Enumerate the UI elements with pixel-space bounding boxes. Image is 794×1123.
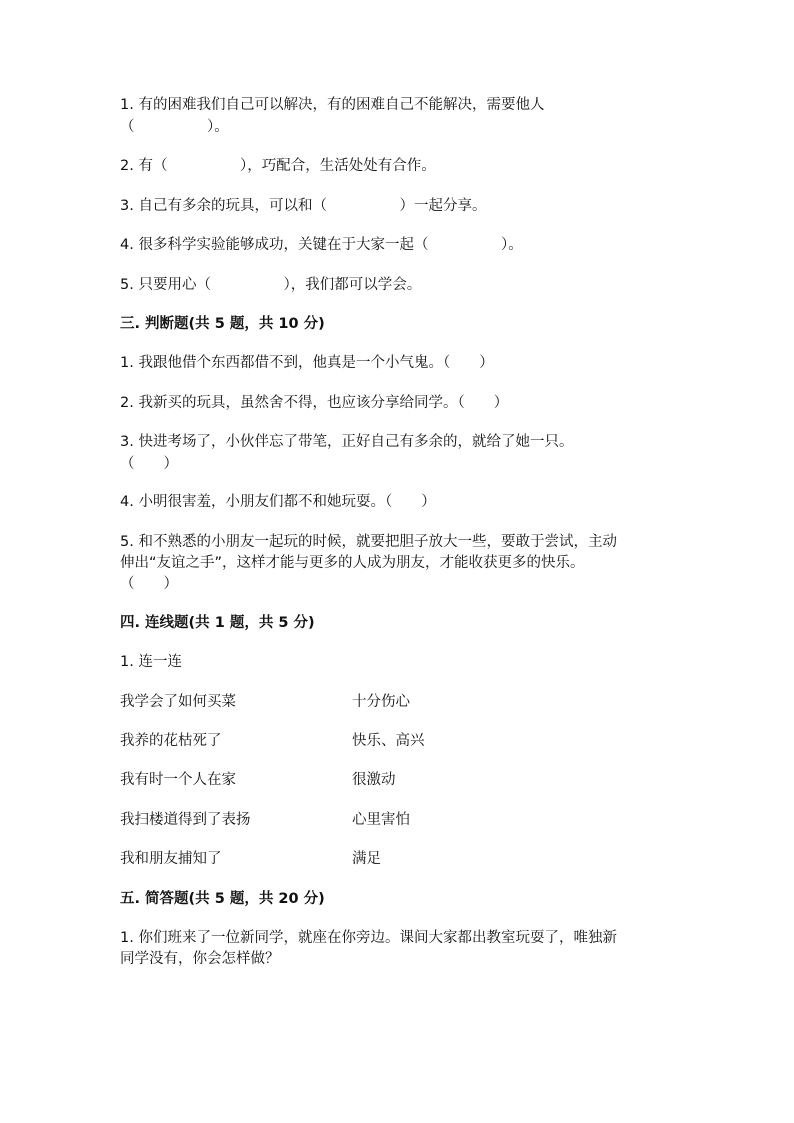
judge-q5-line3: （ ） xyxy=(120,576,178,592)
matching-left-item: 我和朋友捕知了 xyxy=(120,851,222,867)
matching-right-item: 满足 xyxy=(352,851,381,867)
judge-q3-line2: （ ） xyxy=(120,456,178,472)
fill-q1-line2: （ ）。 xyxy=(120,119,229,135)
fill-q1-line1: 1. 有的困难我们自己可以解决，有的困难自己不能解决，需要他人 xyxy=(120,97,545,113)
fill-q2: 2. 有（ ），巧配合，生活处处有合作。 xyxy=(120,158,436,174)
judge-q1: 1. 我跟他借个东西都借不到，他真是一个小气鬼。（ ） xyxy=(120,355,494,371)
judge-q5-line2: 伸出“友谊之手”，这样才能与更多的人成为朋友，才能收获更多的快乐。 xyxy=(120,555,585,571)
matching-right-item: 十分伤心 xyxy=(352,694,410,710)
matching-left-item: 我扫楼道得到了表扬 xyxy=(120,812,251,828)
matching-instruction: 1. 连一连 xyxy=(120,654,182,670)
matching-heading: 四. 连线题(共 1 题，共 5 分) xyxy=(120,615,315,631)
matching-right-item: 快乐、高兴 xyxy=(352,733,425,749)
judge-heading: 三. 判断题(共 5 题，共 10 分) xyxy=(120,316,325,332)
matching-left-item: 我有时一个人在家 xyxy=(120,772,236,788)
short-answer-q1-line2: 同学没有，你会怎样做？ xyxy=(120,951,280,967)
matching-left-item: 我养的花枯死了 xyxy=(120,733,222,749)
matching-right-item: 很激动 xyxy=(352,772,396,788)
matching-right-item: 心里害怕 xyxy=(352,812,410,828)
judge-q2: 2. 我新买的玩具，虽然舍不得，也应该分享给同学。（ ） xyxy=(120,395,509,411)
fill-q4: 4. 很多科学实验能够成功，关键在于大家一起（ ）。 xyxy=(120,237,523,253)
fill-q3: 3. 自己有多余的玩具，可以和（ ）一起分享。 xyxy=(120,198,487,214)
short-answer-q1-line1: 1. 你们班来了一位新同学，就座在你旁边。课间大家都出教室玩耍了，唯独新 xyxy=(120,930,617,946)
judge-q5-line1: 5. 和不熟悉的小朋友一起玩的时候，就要把胆子放大一些，要敢于尝试，主动 xyxy=(120,534,617,550)
judge-q3-line1: 3. 快进考场了，小伙伴忘了带笔，正好自己有多余的，就给了她一只。 xyxy=(120,434,574,450)
matching-left-item: 我学会了如何买菜 xyxy=(120,694,236,710)
judge-q4: 4. 小明很害羞，小朋友们都不和她玩耍。（ ） xyxy=(120,494,436,510)
short-answer-heading: 五. 简答题(共 5 题，共 20 分) xyxy=(120,891,325,907)
fill-q5: 5. 只要用心（ ），我们都可以学会。 xyxy=(120,277,422,293)
